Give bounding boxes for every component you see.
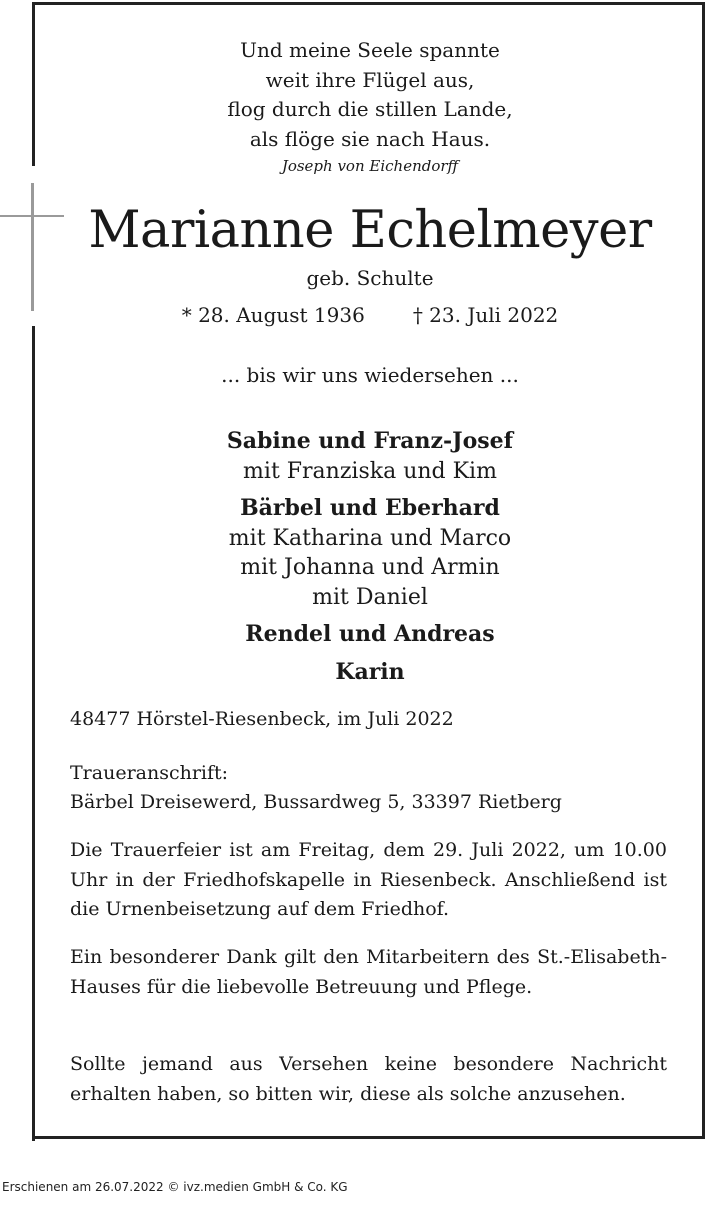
deceased-name: Marianne Echelmeyer — [88, 201, 652, 260]
born-name: geb. Schulte — [306, 266, 434, 290]
notice-text: Sollte jemand aus Versehen keine besondere Nachricht erhalten haben, so bitten wir, diese als solche anzusehen. — [70, 1053, 667, 1105]
poem-line: weit ihre Flügel aus, — [265, 67, 475, 92]
poem-line: flog durch die stillen Lande, — [227, 97, 513, 121]
thanks-text: Ein besonderer Dank gilt den Mitarbeitern des St.-Elisabeth-Hauses für die liebevolle Betreuung und Pflege. — [70, 946, 667, 998]
frame-left-border — [32, 2, 35, 166]
publication-footer: Erschienen am 26.07.2022 © ivz.medien GmbH & Co. KG — [2, 1180, 348, 1194]
poem-line: als flöge sie nach Haus. — [249, 126, 491, 151]
motto: ... bis wir uns wiedersehen ... — [221, 363, 519, 387]
cross-icon — [0, 215, 64, 217]
place-date: 48477 Hörstel-Riesenbeck, im Juli 2022 — [70, 708, 454, 730]
mourner-name: Karin — [335, 658, 405, 685]
frame-left-border — [32, 326, 35, 1141]
address-value: Bärbel Dreisewerd, Bussardweg 5, 33397 Rietberg — [70, 791, 562, 813]
funeral-info: Die Trauerfeier ist am Freitag, dem 29. Juli 2022, um 10.00 Uhr in der Friedhofskapelle in Riesenbeck. Anschließend ist die Urnenbeisetzung auf dem Friedhof. — [70, 839, 667, 920]
mourning-address — [70, 759, 670, 817]
life-dates — [70, 303, 670, 327]
mourner-name: Bärbel und Eberhard — [240, 495, 500, 521]
mourner-line: mit Daniel — [312, 584, 428, 610]
mourner-line: mit Johanna und Armin — [240, 555, 500, 580]
mourner-name: Sabine und Franz-Josef — [226, 428, 514, 454]
mourners-list — [70, 427, 670, 687]
mourner-name: Rendel und Andreas — [245, 621, 495, 647]
mourner-line: mit Franziska und Kim — [243, 458, 497, 484]
death-date: † 23. Juli 2022 — [412, 303, 559, 327]
mourner-line: mit Katharina und Marco — [228, 525, 512, 551]
poem — [70, 36, 670, 154]
poem-author: Joseph von Eichendorff — [281, 157, 459, 175]
poem-line: Und meine Seele spannte — [240, 38, 500, 62]
address-label: Traueranschrift: — [70, 762, 229, 784]
cross-icon — [31, 183, 34, 311]
birth-date: * 28. August 1936 — [181, 303, 365, 327]
